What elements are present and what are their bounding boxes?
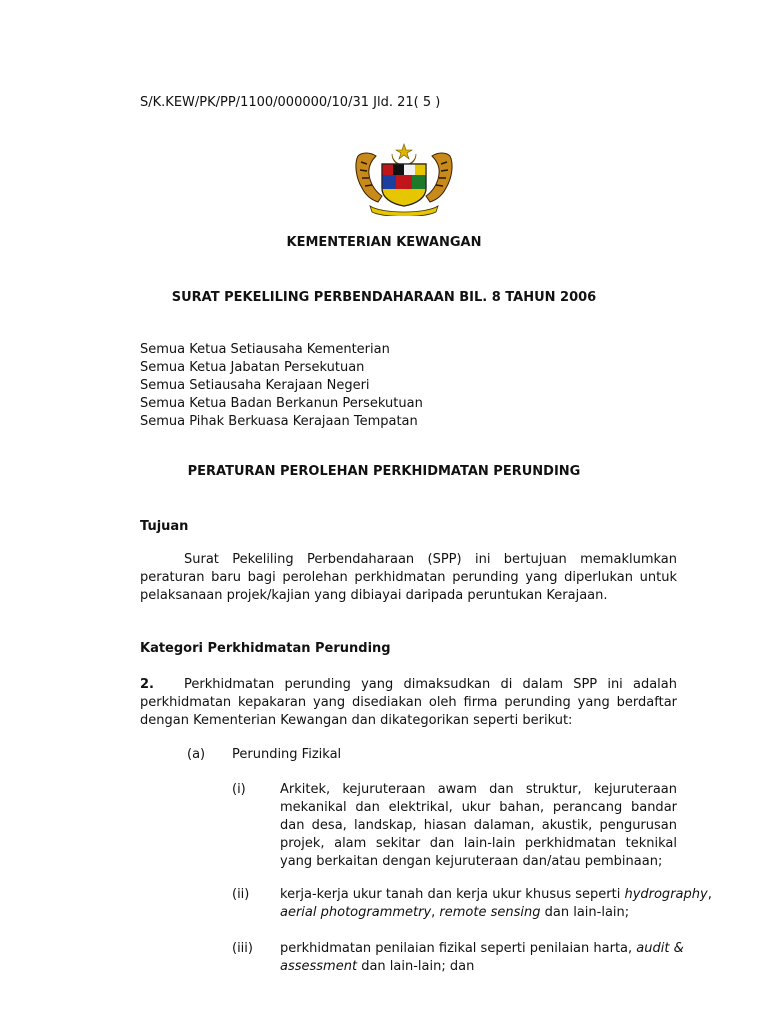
item-i-text: Arkitek, kejuruteraan awam dan struktur, kejuruteraan mekanikal dan elektrikal, ukur bahan, perancang bandar dan desa, landskap, hiasan dalaman, akustik, pengurusan projek, alam sekitar dan lain-lain perkhidmatan teknikal yang berkaitan dengan kejuruteraan dan/atau pembinaan;	[280, 782, 677, 869]
recipients-list	[140, 341, 423, 431]
item-iii-part: perkhidmatan penilaian fizikal seperti penilaian harta,	[280, 941, 637, 956]
item-iii-part: dan lain-lain; dan	[357, 959, 475, 974]
reference-number: S/K.KEW/PK/PP/1100/000000/10/31 Jld. 21( 5 )	[140, 95, 441, 110]
item-i-label: (i)	[232, 782, 246, 797]
item-ii-term-remote: remote sensing	[439, 905, 541, 920]
sub-a-title: Perunding Fizikal	[232, 747, 342, 762]
item-iii-term-audit: audit &	[636, 941, 684, 956]
purpose-paragraph: Surat Pekeliling Perbendaharaan (SPP) ini bertujuan memaklumkan peraturan baru bagi perolehan perkhidmatan perunding yang diperlukan untuk pelaksanaan projek/kajian yang dibiayai daripada peruntukan Kerajaan.	[140, 552, 677, 603]
item-ii-text	[280, 886, 712, 922]
recipient-line: Semua Ketua Setiausaha Kementerian	[140, 342, 390, 357]
ministry-name: KEMENTERIAN KEWANGAN	[286, 235, 482, 250]
section-heading-purpose: Tujuan	[140, 519, 189, 534]
recipient-line: Semua Ketua Badan Berkanun Persekutuan	[140, 396, 423, 411]
item-iii-text	[280, 940, 684, 976]
paragraph-number: 2.	[140, 677, 154, 692]
circular-title: SURAT PEKELILING PERBENDAHARAAN BIL. 8 TAHUN 2006	[171, 290, 597, 305]
recipient-line: Semua Ketua Jabatan Persekutuan	[140, 360, 365, 375]
item-ii-term-aerial: aerial photogrammetry	[280, 905, 432, 920]
sub-a-label: (a)	[187, 747, 206, 762]
item-ii-part: dan lain-lain;	[540, 905, 630, 920]
item-ii-label: (ii)	[232, 887, 250, 902]
item-ii-part: kerja-kerja ukur tanah dan kerja ukur khusus seperti	[280, 887, 625, 902]
item-iii-term-assessment: assessment	[280, 959, 358, 974]
recipient-line: Semua Setiausaha Kerajaan Negeri	[140, 378, 370, 393]
coat-of-arms-logo	[352, 142, 456, 216]
item-ii-comma: ,	[707, 887, 712, 902]
item-ii-comma: ,	[431, 905, 440, 920]
categories-paragraph: Perkhidmatan perunding yang dimaksudkan di dalam SPP ini adalah perkhidmatan kepakaran yang disediakan oleh firma perunding yang berdaftar dengan Kementerian Kewangan dan dikategorikan seperti berikut:	[140, 677, 677, 728]
subject-title: PERATURAN PEROLEHAN PERKHIDMATAN PERUNDING	[187, 464, 581, 479]
recipient-line: Semua Pihak Berkuasa Kerajaan Tempatan	[140, 414, 418, 429]
item-iii-label: (iii)	[232, 941, 253, 956]
item-ii-term-hydrography: hydrography	[624, 887, 708, 902]
section-heading-categories: Kategori Perkhidmatan Perunding	[140, 641, 391, 656]
